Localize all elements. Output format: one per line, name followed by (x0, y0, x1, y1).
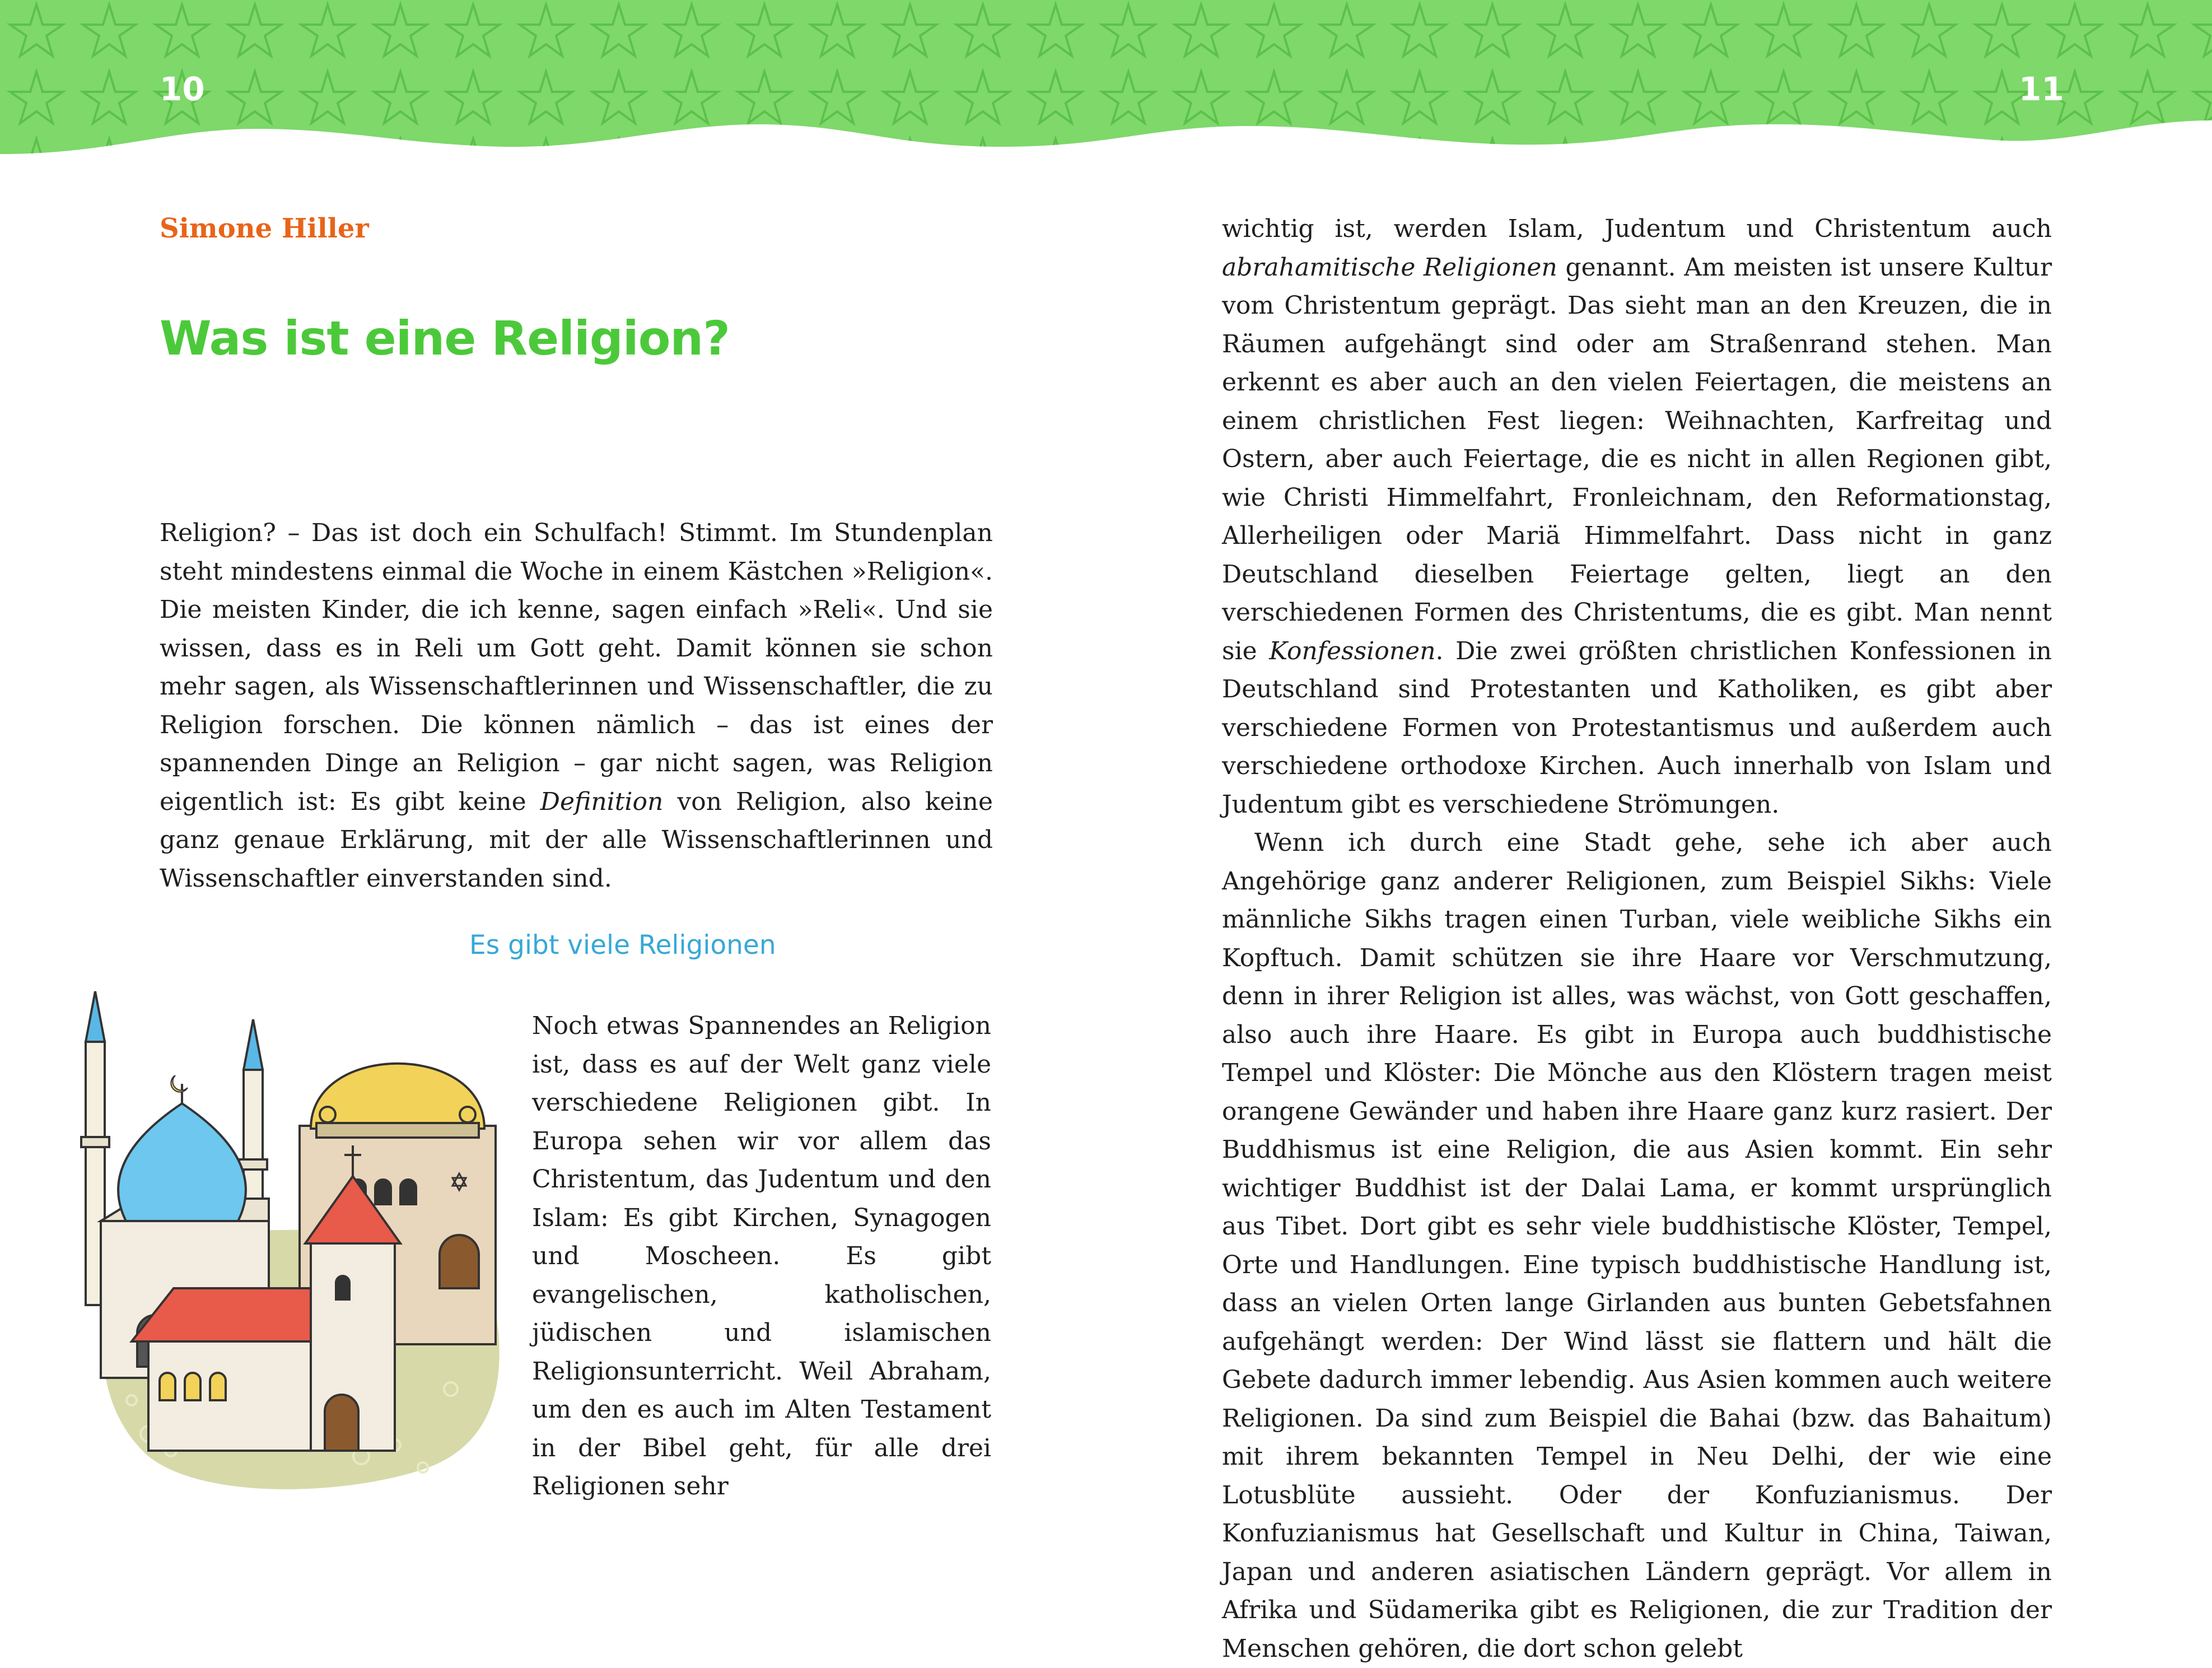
religious-buildings-illustration (59, 975, 524, 1501)
intro-emphasis: Definition (540, 787, 664, 816)
page-number-left: 10 (160, 70, 205, 108)
section-text: Noch etwas Spannendes an Religion ist, dass es auf der Welt ganz viele verschiedene Religionen gibt. In Europa sehen wir vor allem das Christentum, das Judentum und den Islam: Es gibt Kirchen, Synagogen und Moscheen. Es gibt evangelischen, katholischen, jüdischen und islamischen Religionsunterricht. Weil Abraham, um den es auch im Alten Testament in der Bibel geht, für alle drei Religionen sehr (532, 1012, 991, 1501)
intro-text-2: von Religion, also keine ganz genaue Erklärung, mit der alle Wissenschaftlerinnen und Wissenschaftler einverstanden sind. (160, 787, 993, 893)
section-heading: Es gibt viele Religionen (469, 930, 776, 961)
right-text-1c: . Die zwei größten christlichen Konfessionen in Deutschland sind Protestanten und Katholiken, es gibt aber verschiedene Formen von Protestantismus und außerdem auch verschiedene orthodoxe Kirchen. Auch innerhalb von Islam und Judentum gibt es verschiedene Strömungen. (1222, 636, 2052, 819)
section-paragraph-left (532, 1007, 991, 1506)
right-column (1222, 210, 2052, 1668)
right-emphasis-2: Konfessionen (1269, 636, 1436, 665)
article-title: Was ist eine Religion? (160, 311, 730, 366)
intro-text-1: Religion? – Das ist doch ein Schulfach! Stimmt. Im Stundenplan steht mindestens einmal die Woche in einem Kästchen »Religion«. Die meisten Kinder, die ich kenne, sagen einfach »Reli«. Und sie wissen, dass es in Reli um Gott geht. Damit können sie schon mehr sagen, als Wissenschaftlerinnen und Wissenschaftler, die zu Religion forschen. Die können nämlich – das ist eines der spannenden Dinge an Religion – gar nicht sagen, was Religion eigentlich ist: Es gibt keine (160, 519, 993, 816)
right-text-1b: genannt. Am meisten ist unsere Kultur vom Christentum geprägt. Das sieht man an den Kreuzen, die in Räumen aufgehängt sind oder am Straßenrand stehen. Man erkennt es aber auch an den vielen Feiertagen, die meistens an einem christlichen Fest liegen: Weihnachten, Karfreitag und Ostern, aber auch Feiertage, die es nicht in allen Regionen gibt, wie Christi Himmelfahrt, Fronleichnam, den Reformationstag, Allerheiligen oder Mariä Himmelfahrt. Dass nicht in ganz Deutschland dieselben Feiertage gelten, liegt an den verschiedenen Formen des Christentums, die es gibt. Man nennt sie (1222, 253, 2052, 665)
intro-paragraph (160, 514, 993, 898)
right-text-1a: wichtig ist, werden Islam, Judentum und Christentum auch (1222, 215, 2052, 243)
header-banner (0, 0, 2212, 168)
author-name: Simone Hiller (160, 213, 369, 244)
page-number-right: 11 (2019, 70, 2064, 108)
right-paragraph-2: Wenn ich durch eine Stadt gehe, sehe ich aber auch Angehörige ganz anderer Religionen, zum Beispiel Sikhs: Viele männliche Sikhs tragen einen Turban, viele weibliche Sikhs ein Kopftuch. Damit schützen sie ihre Haare vor Verschmutzung, denn in ihrer Religion ist alles, was wächst, von Gott geschaffen, also auch ihre Haare. Es gibt in Europa auch buddhistische Tempel und Klöster: Die Mönche aus den Klöstern tragen meist orangene Gewänder und haben ihre Haare ganz kurz rasiert. Der Buddhismus ist eine Religion, die aus Asien kommt. Ein sehr wichtiger Buddhist ist der Dalai Lama, er kommt ursprünglich aus Tibet. Dort gibt es sehr viele buddhistische Klöster, Tempel, Orte und Handlungen. Eine typisch buddhistische Handlung ist, dass an vielen Orten lange Girlanden aus bunten Gebetsfahnen aufgehängt werden: Der Wind lässt sie flattern und hält die Gebete dadurch immer lebendig. Aus Asien kommen auch weitere Religionen. Da sind zum Beispiel die Bahai (bzw. das Bahaitum) mit ihrem bekannten Tempel in Neu Delhi, der wie eine Lotusblüte aussieht. Oder der Konfuzianismus. Der Konfuzianismus hat Gesellschaft und Kultur in China, Taiwan, Japan und anderen asiatischen Ländern geprägt. Vor allem in Afrika und Südamerika gibt es Religionen, die zur Tradition der Menschen gehören, die dort schon gelebt (1222, 828, 2052, 1663)
right-emphasis-1: abrahamitische Religionen (1222, 253, 1557, 282)
right-paragraph-1 (1222, 210, 2052, 824)
